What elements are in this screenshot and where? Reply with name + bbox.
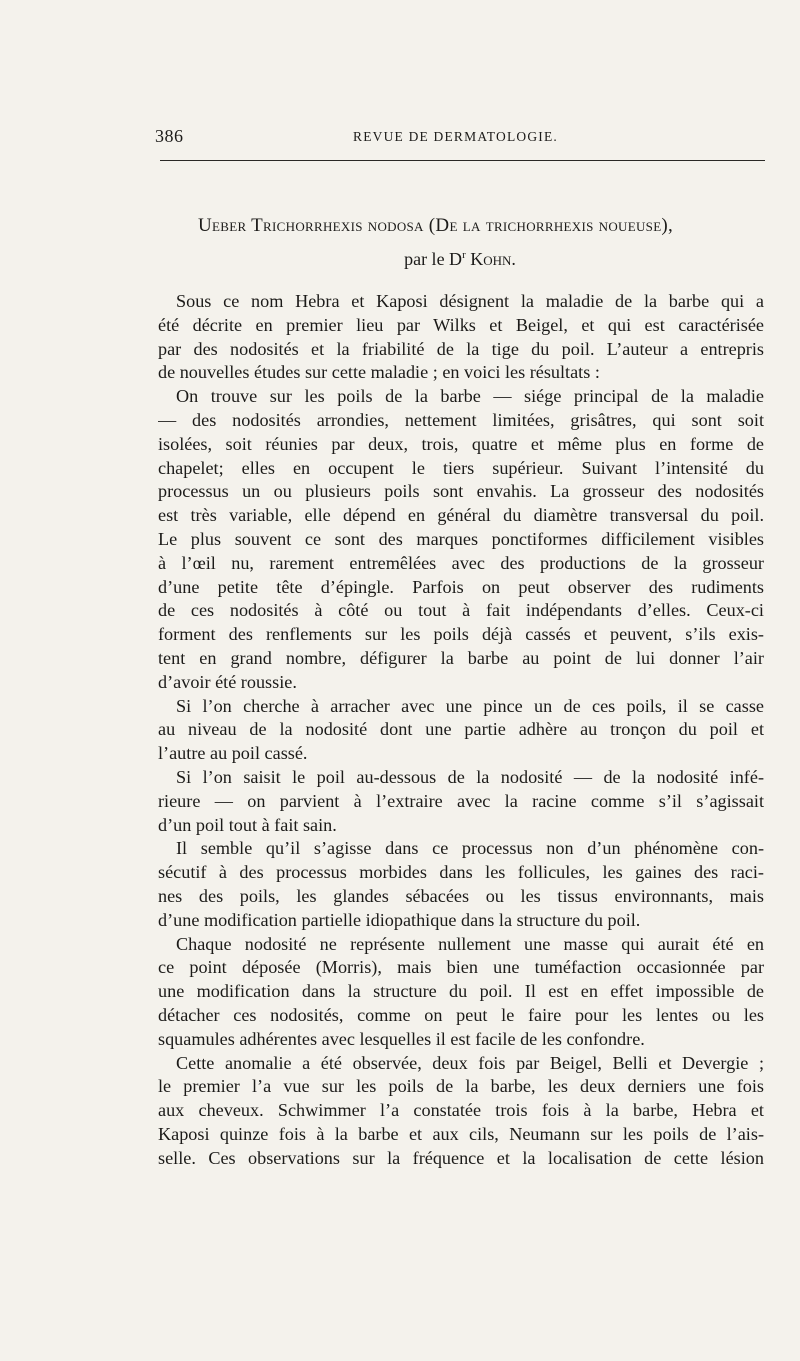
text-line: une modification dans la structure du poil. Il est en effet impossible de bbox=[158, 981, 764, 1002]
text-line: à l’œil nu, rarement entremêlées avec des productions de la grosseur bbox=[158, 552, 764, 573]
text-line: par des nodosités et la friabilité de la tige du poil. L’auteur a entrepris bbox=[158, 338, 764, 359]
text-line: squamules adhérentes avec lesquelles il est facile de les confondre. bbox=[158, 1028, 645, 1049]
text-line: Chaque nodosité ne représente nullement une masse qui aurait été en bbox=[176, 933, 764, 954]
text-line: sécutif à des processus morbides dans les follicules, les gaines des raci- bbox=[158, 862, 764, 883]
text-line: chapelet; elles en occupent le tiers supérieur. Suivant l’intensité du bbox=[158, 457, 764, 478]
text-line: Si l’on cherche à arracher avec une pince un de ces poils, il se casse bbox=[176, 695, 764, 716]
text-line: ce point déposée (Morris), mais bien une tuméfaction occasionnée par bbox=[158, 957, 764, 978]
text-line: été décrite en premier lieu par Wilks et Beigel, et qui est caractérisée bbox=[158, 314, 764, 335]
article-byline bbox=[155, 241, 765, 273]
text-line: d’une petite tête d’épingle. Parfois on peut observer des rudiments bbox=[158, 576, 764, 597]
text-line: Kaposi quinze fois à la barbe et aux cils, Neumann sur les poils de l’ais- bbox=[158, 1123, 764, 1144]
text-line: isolées, soit réunies par deux, trois, quatre et même plus en forme de bbox=[158, 433, 764, 454]
text-line: rieure — on parvient à l’extraire avec la racine comme s’il s’agissait bbox=[158, 790, 764, 811]
text-line: — des nodosités arrondies, nettement limitées, grisâtres, qui sont soit bbox=[158, 409, 764, 430]
text-line: On trouve sur les poils de la barbe — siége principal de la maladie bbox=[176, 386, 764, 407]
text-line: d’avoir été roussie. bbox=[158, 671, 297, 692]
text-line: détacher ces nodosités, comme on peut le faire pour les lentes ou les bbox=[158, 1004, 764, 1025]
text-line: nes des poils, les glandes sébacées ou les tissus environnants, mais bbox=[158, 885, 764, 906]
text-line: d’une modification partielle idiopathique dans la structure du poil. bbox=[158, 909, 641, 930]
text-line: Sous ce nom Hebra et Kaposi désignent la maladie de la barbe qui a bbox=[176, 291, 764, 311]
text-line: l’autre au poil cassé. bbox=[158, 743, 308, 764]
text-line: processus un ou plusieurs poils sont envahis. La grosseur des nodosités bbox=[158, 481, 764, 502]
byline-superscript: r bbox=[462, 249, 466, 261]
text-line: de ces nodosités à côté ou tout à fait indépendants d’elles. Ceux-ci bbox=[158, 600, 764, 621]
text-line: aux cheveux. Schwimmer l’a constatée trois fois à la barbe, Hebra et bbox=[158, 1100, 764, 1121]
text-line: Il semble qu’il s’agisse dans ce processus non d’un phénomène con- bbox=[176, 838, 764, 859]
text-line: le premier l’a vue sur les poils de la barbe, les deux derniers une fois bbox=[158, 1076, 764, 1097]
page-number: 386 bbox=[155, 126, 184, 146]
text-line: de nouvelles études sur cette maladie ; en voici les résultats : bbox=[158, 362, 600, 383]
article-title: Ueber Trichorrhexis nodosa (De la trichorrhexis noueuse), bbox=[198, 215, 674, 236]
text-line: au niveau de la nodosité dont une partie adhère au tronçon du poil et bbox=[158, 719, 764, 740]
article-body bbox=[158, 290, 764, 1170]
running-title: REVUE DE DERMATOLOGIE. bbox=[353, 129, 559, 144]
page-header bbox=[155, 126, 765, 152]
text-line: Le plus souvent ce sont des marques ponctiformes difficilement visibles bbox=[158, 528, 764, 549]
byline-prefix: par le D bbox=[404, 249, 463, 269]
header-rule bbox=[160, 160, 765, 161]
text-line: est très variable, elle dépend en général du diamètre transversal du poil. bbox=[158, 505, 764, 526]
author-name: Kohn. bbox=[470, 249, 516, 269]
text-line: forment des renflements sur les poils déjà cassés et peuvent, s’ils exis- bbox=[158, 624, 764, 645]
text-line: Si l’on saisit le poil au-dessous de la nodosité — de la nodosité infé- bbox=[176, 766, 764, 787]
text-line: selle. Ces observations sur la fréquence et la localisation de cette lésion bbox=[158, 1147, 764, 1168]
text-line: d’un poil tout à fait sain. bbox=[158, 814, 337, 835]
text-line: Cette anomalie a été observée, deux fois par Beigel, Belli et Devergie ; bbox=[176, 1052, 764, 1073]
text-line: tent en grand nombre, défigurer la barbe au point de lui donner l’air bbox=[158, 647, 764, 668]
